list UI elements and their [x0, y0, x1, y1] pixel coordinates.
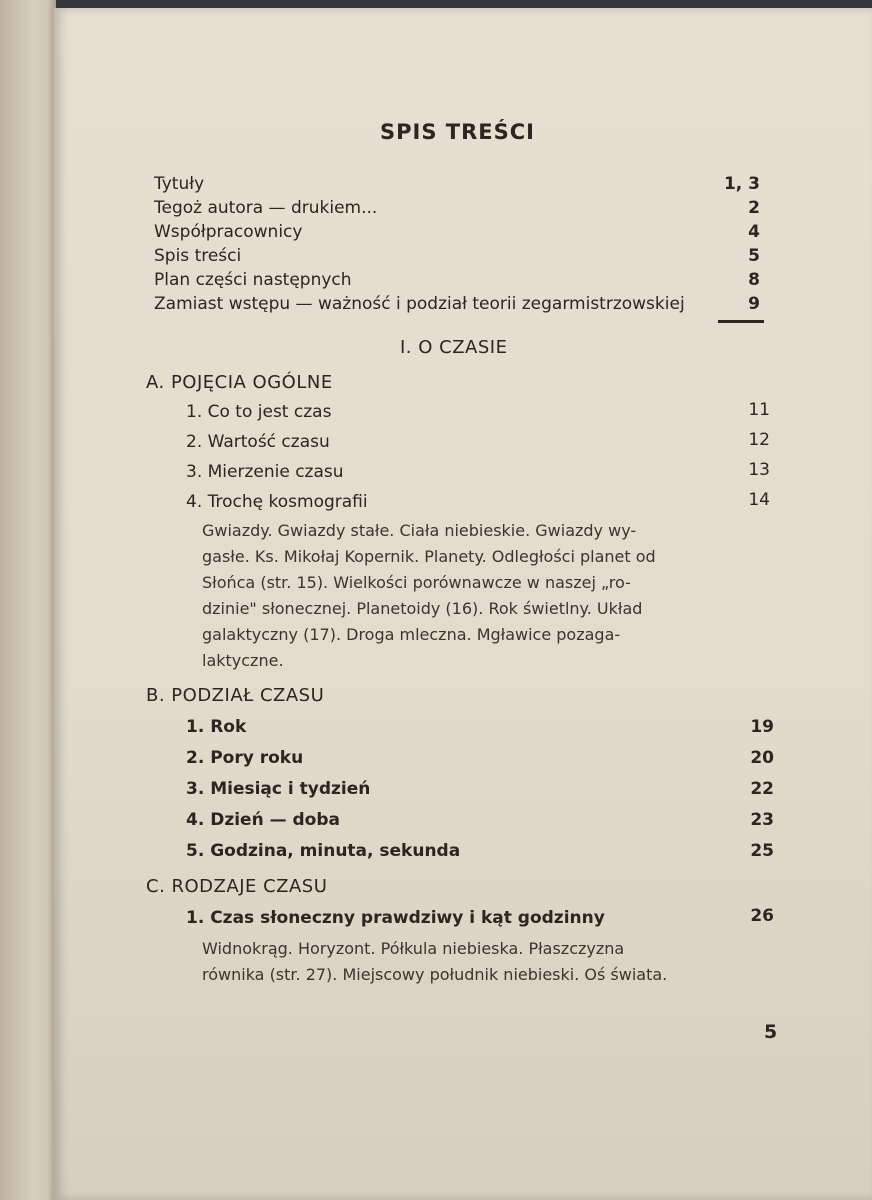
toc-entry-page: 9 — [748, 294, 760, 314]
description-line: galaktyczny (17). Droga mleczna. Mgławice pozaga- — [202, 625, 621, 644]
toc-entry-page: 12 — [748, 430, 770, 450]
toc-entry-label: 2. Wartość czasu — [186, 432, 330, 452]
toc-entry-page: 4 — [748, 222, 760, 242]
toc-entry-label: 2. Pory roku — [186, 748, 304, 768]
description-line: Widnokrąg. Horyzont. Półkula niebieska. Płaszczyzna — [202, 939, 625, 958]
toc-entry-label: Plan części następnych — [154, 270, 352, 290]
toc-entry-page: 14 — [748, 490, 770, 510]
description-line: gasłe. Ks. Mikołaj Kopernik. Planety. Odległości planet od — [202, 547, 656, 566]
divider-rule — [718, 320, 764, 323]
description-line: Słońca (str. 15). Wielkości porównawcze w naszej „ro- — [202, 573, 631, 592]
book-page — [54, 8, 872, 1200]
toc-entry-label: 1. Co to jest czas — [186, 402, 332, 422]
toc-entry-label: 1. Rok — [186, 717, 247, 737]
section-heading: A. POJĘCIA OGÓLNE — [146, 372, 333, 393]
description-line: równika (str. 27). Miejscowy południk niebieski. Oś świata. — [202, 965, 668, 984]
toc-entry-page: 26 — [750, 906, 774, 926]
toc-entry-label: 4. Trochę kosmografii — [186, 492, 368, 512]
toc-entry-label: Zamiast wstępu — ważność i podział teorii zegarmistrzowskiej — [154, 294, 685, 314]
toc-entry-page: 1, 3 — [723, 174, 760, 194]
toc-entry-page: 23 — [750, 810, 774, 830]
toc-entry-label: Spis treści — [154, 246, 242, 266]
toc-entry-label: 3. Mierzenie czasu — [186, 462, 344, 482]
toc-entry-label: 4. Dzień — doba — [186, 810, 340, 830]
toc-entry-label: Tegoż autora — drukiem... — [154, 198, 378, 218]
toc-entry-label: Tytuły — [154, 174, 205, 194]
toc-entry-page: 22 — [750, 779, 774, 799]
toc-entry-label: 5. Godzina, minuta, sekunda — [186, 841, 461, 861]
book-spine — [0, 0, 56, 1200]
toc-entry-page: 19 — [750, 717, 774, 737]
description-line: laktyczne. — [202, 651, 284, 670]
toc-entry-page: 11 — [748, 400, 770, 420]
toc-entry-page: 25 — [750, 841, 774, 861]
toc-entry-page: 8 — [748, 270, 760, 290]
toc-entry-label: Współpracownicy — [154, 222, 303, 242]
page-title: SPIS TREŚCI — [380, 120, 535, 144]
toc-entry-label: 3. Miesiąc i tydzień — [186, 779, 371, 799]
page-number: 5 — [764, 1021, 778, 1043]
section-heading: C. RODZAJE CZASU — [146, 876, 328, 897]
description-line: dzinie" słonecznej. Planetoidy (16). Rok świetlny. Układ — [202, 599, 643, 618]
section-description — [202, 518, 656, 674]
section-description — [202, 936, 667, 988]
description-line: Gwiazdy. Gwiazdy stałe. Ciała niebieskie. Gwiazdy wy- — [202, 521, 637, 540]
toc-entry-page: 13 — [748, 460, 770, 480]
toc-entry-label: 1. Czas słoneczny prawdziwy i kąt godzinny — [186, 908, 605, 928]
toc-entry-page: 20 — [750, 748, 774, 768]
section-heading: B. PODZIAŁ CZASU — [146, 685, 325, 706]
toc-entry-page: 5 — [748, 246, 760, 266]
part-heading: I. O CZASIE — [400, 337, 508, 358]
toc-entry-page: 2 — [748, 198, 760, 218]
